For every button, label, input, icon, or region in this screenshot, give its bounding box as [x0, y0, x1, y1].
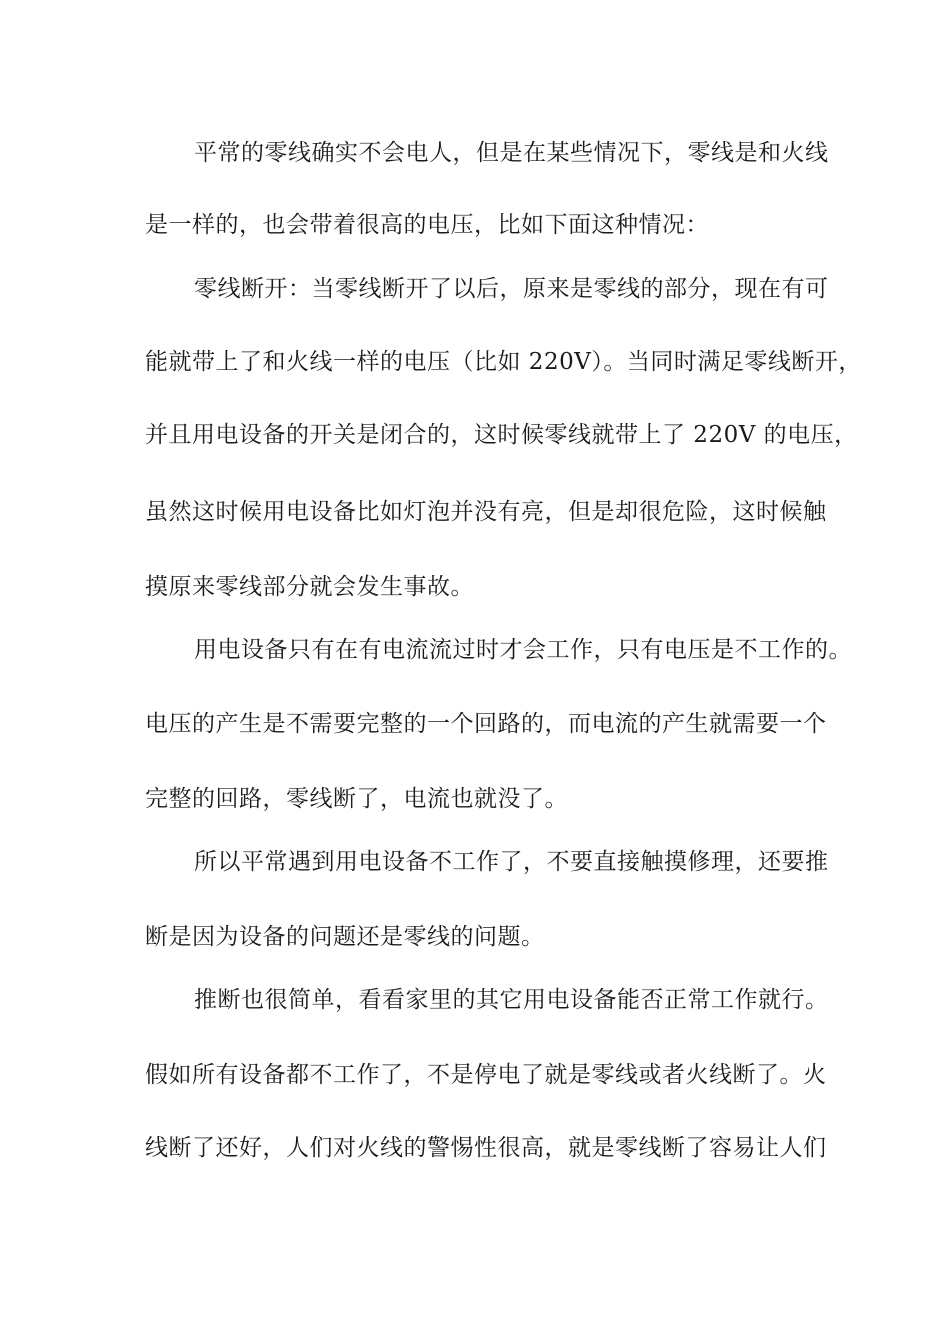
text-line-2: 是一样的，也会带着很高的电压，比如下面这种情况：: [145, 212, 709, 238]
text-line-3: 零线断开：当零线断开了以后，原来是零线的部分，现在有可: [194, 276, 829, 302]
text-line-10: 完整的回路，零线断了，电流也就没了。: [145, 786, 568, 812]
text-line-1: 平常的零线确实不会电人，但是在某些情况下，零线是和火线: [194, 140, 829, 166]
text-line-12: 断是因为设备的问题还是零线的问题。: [145, 924, 545, 950]
text-line-11: 所以平常遇到用电设备不工作了，不要直接触摸修理，还要推: [194, 849, 829, 875]
text-line-15: 线断了还好，人们对火线的警惕性很高，就是零线断了容易让人们: [145, 1135, 827, 1161]
text-line-8: 用电设备只有在有电流流过时才会工作，只有电压是不工作的。: [194, 637, 852, 663]
text-line-9: 电压的产生是不需要完整的一个回路的，而电流的产生就需要一个: [145, 711, 827, 737]
text-line-6: 虽然这时候用电设备比如灯泡并没有亮，但是却很危险，这时候触: [145, 499, 827, 525]
text-line-5: 并且用电设备的开关是闭合的，这时候零线就带上了 220V 的电压，: [145, 422, 858, 448]
text-line-4: 能就带上了和火线一样的电压（比如 220V）。当同时满足零线断开，: [145, 349, 862, 375]
text-line-13: 推断也很简单，看看家里的其它用电设备能否正常工作就行。: [194, 987, 829, 1013]
text-line-14: 假如所有设备都不工作了，不是停电了就是零线或者火线断了。火: [145, 1062, 827, 1088]
text-line-7: 摸原来零线部分就会发生事故。: [145, 574, 474, 600]
